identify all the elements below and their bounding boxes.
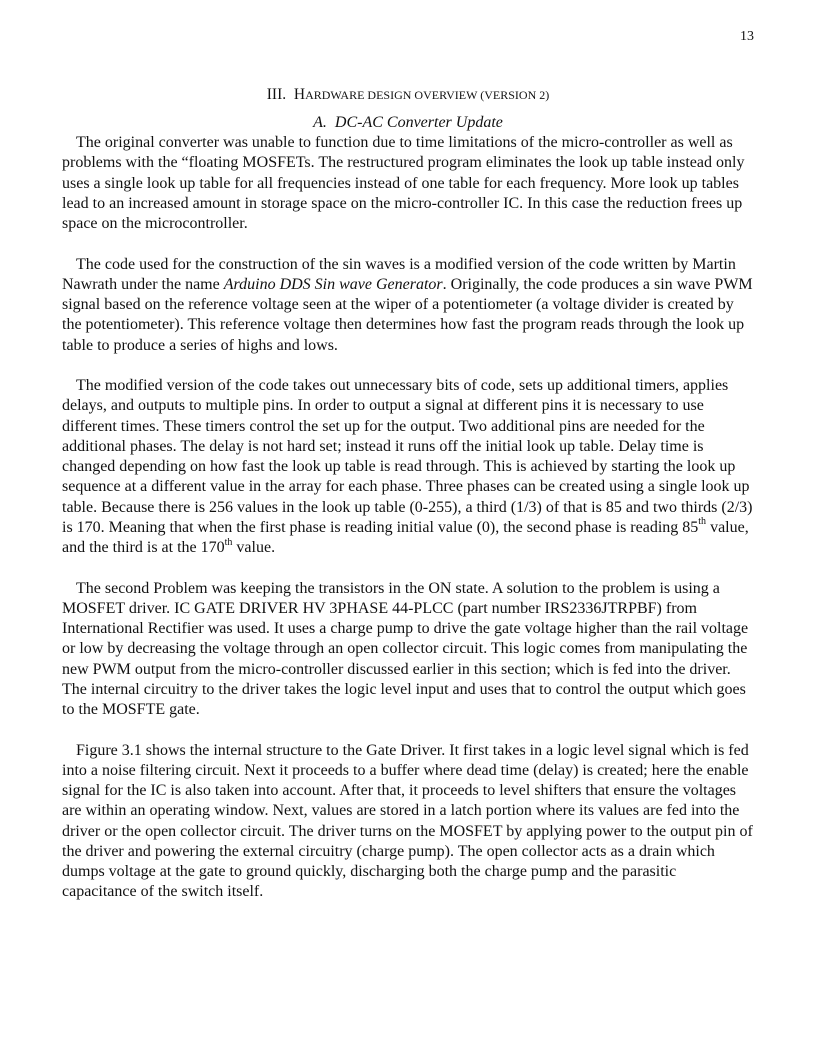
cited-work-title: Arduino DDS Sin wave Generator [223,275,443,293]
text-line: The second Problem was keeping the transistors in the ON state. A solution to the problem is using a [76,579,720,597]
text-line: the potentiometer). This reference voltage then determines how fast the program reads through the look up [62,316,745,334]
paragraph-sin-wave-code [62,255,762,356]
text-line: signal based on the reference voltage seen at the wiper of a potentiometer (a voltage divider is created by [62,296,734,313]
text-line: driver or the open collector circuit. The driver turns on the MOSFET by applying power to the output pin of [62,822,753,840]
text-line: problems with the “floating MOSFETs. The restructured program eliminates the look up table instead only [62,154,745,172]
superscript-ordinal: th [698,516,707,528]
text-line: International Rectifier was used. It uses a charge pump to drive the gate voltage higher than the rail voltage [62,620,749,637]
paragraph-modified-code [62,376,762,558]
text-line: delays, and outputs to multiple pins. In order to output a signal at different pins it is necessary to use [62,397,704,415]
text-segment: and the third is at the 170 [62,539,225,556]
text-line: changed depending on how fast the look up table is read through. This is achieved by starting the look up [62,458,736,475]
text-line: uses a single look up table for all frequencies instead of one table for each frequency. More look up tables [62,174,739,192]
paragraph-converter-update [62,133,762,234]
section-title-rest: ARDWARE DESIGN OVERVIEW (VERSION 2) [305,88,550,102]
paragraph-gate-driver-structure [62,741,762,903]
text-line [62,538,762,558]
text-line: the driver and powering the external circuitry (charge pump). The open collector acts as a drain which [62,842,715,860]
text-line: The original converter was unable to function due to time limitations of the micro-controller as well as [76,134,733,151]
text-segment: is 170. Meaning that when the first phase is reading initial value (0), the second phase is reading 85 [62,518,699,536]
text-line [62,275,762,295]
text-line: The modified version of the code takes out unnecessary bits of code, sets up additional timers, applies [76,377,729,394]
text-line: into a noise filtering circuit. Next it proceeds to a buffer where dead time (delay) is created; here the enable [62,761,749,779]
text-line: to the MOSFTE gate. [62,701,200,718]
subsection-title: DC-AC Converter Update [334,114,503,131]
text-line: The code used for the construction of the sin waves is a modified version of the code written by Martin [76,255,736,273]
text-line: dumps voltage at the gate to ground quickly, discharging both the charge pump and the parasitic [62,863,677,880]
text-line: or low by decreasing the voltage through an open collector circuit. This logic comes from manipulating the [62,640,748,658]
text-line: lead to an increased amount in storage space on the micro-controller IC. In this case the reduction frees up [62,194,743,212]
text-line: new PWM output from the micro-controller discussed earlier in this section; which is fed into the driver. [62,660,731,678]
superscript-ordinal: th [224,536,233,548]
text-line: signal for the IC is also taken into account. After that, it proceeds to level shifters that ensure the voltages [62,782,737,799]
text-line: The internal circuitry to the driver takes the logic level input and uses that to control the output which goes [62,680,746,698]
text-segment: . Originally, the code produces a sin wave PWM [442,275,753,293]
body-text [62,133,762,923]
section-heading [0,86,816,104]
text-line: table. Because there is 256 values in the look up table (0-255), a third (1/3) of that is 85 and two thirds (2/3) [62,498,753,516]
text-line: MOSFET driver. IC GATE DRIVER HV 3PHASE 44-PLCC (part number IRS2336JTRPBF) from [62,599,697,617]
page-number: 13 [740,29,754,44]
text-line: are within an operating window. Next, values are stored in a latch portion where its values are fed into the [62,802,740,820]
section-title-initial: H [293,86,306,103]
section-numeral: III. [266,86,287,103]
text-line: sequence at a different value in the array for each phase. Three phases can be created using a single look up [62,478,750,496]
text-line [62,518,762,538]
text-line: space on the microcontroller. [62,215,248,232]
text-line: Figure 3.1 shows the internal structure to the Gate Driver. It first takes in a logic level signal which is fed [76,741,749,759]
text-segment: value. [232,539,276,556]
text-segment: value, [706,518,749,536]
text-segment: Nawrath under the name [62,275,224,293]
subsection-heading [0,113,816,133]
text-line: additional phases. The delay is not hard set; instead it runs off the initial look up table. Delay time is [62,437,704,455]
text-line: table to produce a series of highs and lows. [62,336,338,354]
paragraph-mosfet-driver [62,579,762,721]
text-line: capacitance of the switch itself. [62,883,264,901]
subsection-label: A. [313,114,327,131]
text-line: different times. These timers control the set up for the output. Two additional pins are needed for the [62,417,705,435]
